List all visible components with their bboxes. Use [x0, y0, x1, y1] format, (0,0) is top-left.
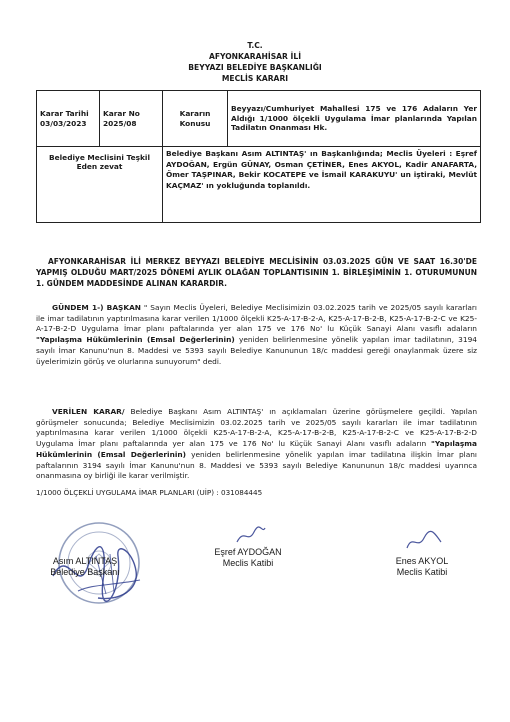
plan-code: 1/1000 ÖLÇEKLİ UYGULAMA İMAR PLANLARI (UİP) : 031084445 [36, 488, 263, 497]
subject-text: Beyyazı/Cumhuriyet Mahallesi 175 ve 176 Adaların Yer Aldığı 1/1000 ölçekli Uygulama İmar planlarında Yapılan Tadilatın Onanması Hk. [228, 91, 481, 147]
header-municipality: BEYYAZI BELEDİYE BAŞKANLIĞI [188, 63, 322, 72]
agenda-paragraph [36, 303, 477, 367]
decision-date-label: Karar Tarihi [40, 109, 89, 119]
decision-label: VERİLEN KARAR/ [52, 407, 125, 416]
agenda-text-a: " Sayın Meclis Üyeleri, Belediye Meclisimizin 03.02.2025 tarih ve 2025/05 sayılı kararları ile imar tadilatının yaptırılmasına karar verilen 1/1000 ölçekli K25-A-17-B-2-A, K25-A-17-B-2-B, K25-A-17-B-2-C ve K25-A-17-B-2-D Uygulama İmar planı paftalarında yer alan 175 ve 176 No' lu Küçük Sanayi Alanı vasıflı adaların [36, 303, 477, 334]
decision-text-a: Belediye Başkanı Asım ALTINTAŞ' ın açıklamaları üzerine görüşmelere geçildi. Yapılan görüşmeler sonucunda; Belediye Meclisimizin 03.02.2025 tarih ve 2025/05 sayılı kararları ile imar tadilatının yaptırılmasına karar verilen 1/1000 ölçekli K25-A-17-B-2-A, K25-A-17-B-2-B, K25-A-17-B-2-C ve K25-A-17-B-2-D Uygulama İmar planı paftalarında yer alan 175 ve 176 No' lu Küçük Sanayi Alanı vasıflı adaların [36, 407, 478, 449]
president-signature-block [30, 556, 140, 579]
president-name: Asım ALTINTAŞ [52, 556, 118, 566]
decision-text-b: yeniden belirlenmesine yönelik yapılan imar tadilatına ilişkin İmar planı paftalarının 3194 sayılı İmar Kanunu'nun 8. Maddesi ve 5393 sayılı Belediye Kanununun 18/c maddesi uyarınca onanmasına oy birliği ile karar verilmiştir. [36, 449, 477, 481]
council-label-cell [37, 147, 163, 223]
clerk2-name: Enes AKYOL [395, 556, 449, 566]
decision-no-cell [100, 91, 163, 147]
agenda-bold-quote: "Yapılaşma Hükümlerinin (Emsal Değerlerinin) [36, 335, 235, 345]
clerk1-signature [234, 524, 268, 548]
president-title: Belediye Başkanı [50, 567, 120, 578]
subject-label-line1: Kararın [179, 109, 211, 119]
clerk2-signature-block [372, 556, 472, 579]
session-intro: AFYONKARAHİSAR İLİ MERKEZ BEYYAZI BELEDİYE MECLİSİNİN 03.03.2025 GÜN VE SAAT 16.30'DE YAPMIŞ OLDUĞU MART/2025 DÖNEMİ AYLIK OLAĞAN TOPLANTISININ 1. BİRLEŞİMİNİN 1. OTURUMUNUN 1. GÜNDEM MADDESİNDE ALINAN KARARDIR. [36, 257, 477, 288]
header-province: AFYONKARAHİSAR İLİ [208, 52, 302, 61]
subject-label-line2: Konusu [179, 118, 211, 128]
agenda-label: GÜNDEM 1-) BAŞKAN [52, 303, 141, 312]
clerk1-title: Meclis Katibi [222, 558, 274, 569]
clerk1-signature-block [193, 547, 303, 570]
clerk1-name: Eşref AYDOĞAN [214, 547, 282, 557]
decision-no-label: Karar No [103, 109, 140, 119]
decision-date-cell [37, 91, 100, 147]
decision-bold-quote: "Yapılaşma Hükümlerinin (Emsal Değerlerinin) [36, 439, 477, 459]
decision-date-value: 03/03/2023 [40, 118, 87, 128]
decision-paragraph [36, 407, 477, 482]
council-label-line2: Eden zevat [76, 162, 123, 172]
decision-meta-table [36, 90, 481, 223]
clerk2-title: Meclis Katibi [396, 567, 448, 578]
agenda-text-b: yeniden belirlenmesine yönelik yapılan imar tadilatının, 3194 sayılı İmar Kanunu'nun 8. Maddesi ve 5393 sayılı Belediye Kanununun 18/c maddesi gereği onaylanmak üzere siz üyelerimizin görüş ve olurlarına sunuyorum" dedi. [36, 335, 477, 366]
clerk2-signature [404, 528, 444, 554]
header-tc: T.C. [247, 41, 263, 50]
council-members-text: Belediye Başkanı Asım ALTINTAŞ' ın Başkanlığında; Meclis Üyeleri : Eşref AYDOĞAN, Ergün GÜNAY, Osman ÇETİNER, Enes AKYOL, Kadir ANAFARTA, Ömer TAŞPINAR, Bekir KOCATEPE ve İsmail KARAKUYU' un iştiraki, Mevlüt KAÇMAZ' ın yokluğunda toplanıldı. [163, 147, 481, 223]
council-label-line1: Belediye Meclisini Teşkil [49, 153, 150, 162]
subject-label-cell [163, 91, 228, 147]
decision-no-value: 2025/08 [103, 118, 137, 128]
header-document-type: MECLİS KARARI [221, 74, 289, 83]
